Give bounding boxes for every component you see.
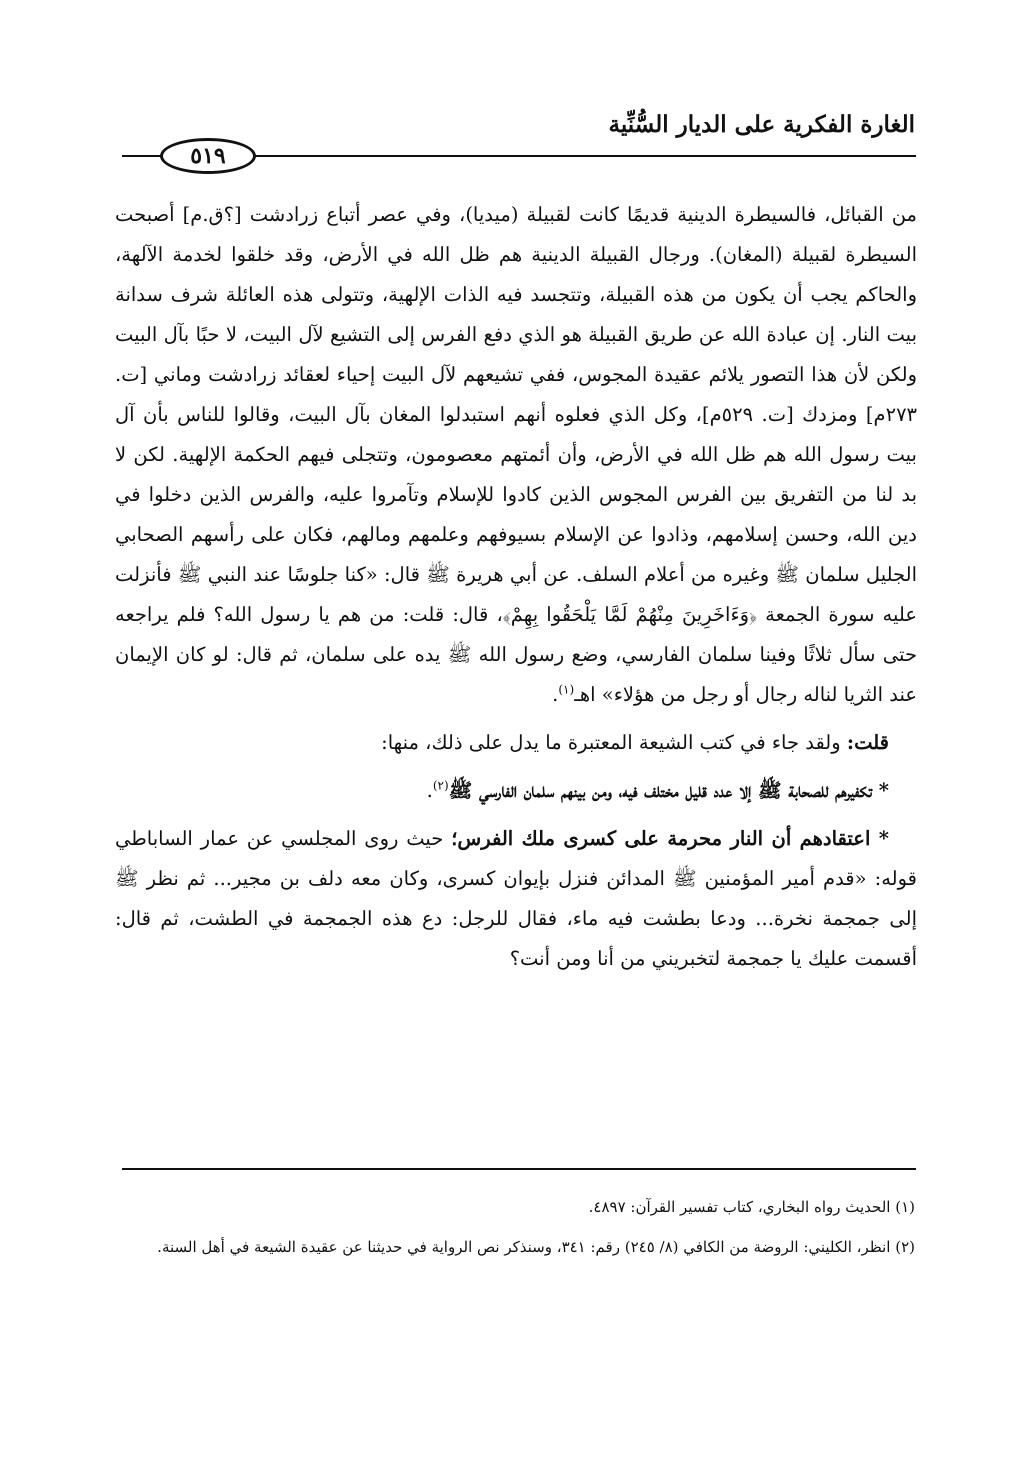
paragraph-takfir-text: * تكفيرهم للصحابة ﷺ إلا عدد قليل مختلف فيه، ومن بينهم سلمان الفارسي ﷺ [448,779,889,802]
paragraph-kisra [115,819,917,979]
footnote-ref-1: (١) [558,682,575,697]
footnotes [117,1192,915,1272]
paragraph-main-text: من القبائل، فالسيطرة الدينية قديمًا كانت لقبيلة (ميديا)، وفي عصر أتباع زرادشت [؟ق.م] أصبحت السيطرة لقبيلة (المغان). ورجال القبيلة الدينية هم ظل الله في الأرض، وقد خلقوا لخدمة الآلهة، والحاكم يجب أن يكون من هذه القبيلة، وتتجسد فيه الذات الإلهية، وتتولى هذه العائلة شرف سدانة بيت النار. إن عبادة الله عن طريق القبيلة هو الذي دفع الفرس إلى التشيع لآل البيت، لا حبًا بآل البيت ولكن لأن هذا التصور يلائم عقيدة المجوس، ففي تشيعهم لآل البيت إحياء لعقائد زرادشت وماني [ت. ٢٧٣م] ومزدك [ت. ٥٢٩م]، وكل الذي فعلوه أنهم استبدلوا المغان بآل البيت، وقالوا للناس بأن آل بيت رسول الله هم ظل الله في الأرض، وأن أئمتهم معصومون، وتتجلى فيهم الحكمة الإلهية. لكن لا بد لنا من التفريق بين الفرس المجوس الذين كادوا للإسلام وتآمروا عليه، والفرس الذين دخلوا في دين الله، وحسن إسلامهم، وذادوا عن الإسلام بسيوفهم وعلمهم ومالهم، فكان على رأسهم الصحابي الجليل سلمان ﷺ وغيره من أعلام السلف. عن أبي هريرة ﷺ قال: «كنا جلوسًا عند النبي ﷺ فأنزلت عليه سورة الجمعة ﴿وَءَاخَرِينَ مِنْهُمْ لَمَّا يَلْحَقُوا بِهِمْ﴾، قال: قلت: من هم يا رسول الله؟ فلم يراجعه حتى سأل ثلاثًا وفينا سلمان الفارسي، وضع رسول الله ﷺ يده على سلمان، ثم قال: لو كان الإيمان عند الثريا لناله رجال أو رجل من هؤلاء» اهـ [115,203,918,706]
footnote-rule [122,1168,916,1170]
paragraph-note-lead: قلت: [846,731,889,754]
footnote-1: (١) الحديث رواه البخاري، كتاب تفسير القرآن: ٤٨٩٧. [588,1198,915,1216]
paragraph-kisra-text: حيث روى المجلسي عن عمار الساباطي قوله: «قدم أمير المؤمنين ﷺ المدائن فنزل بإيوان كسرى، وكان معه دلف بن مجير... ثم نظر ﷺ إلى جمجمة نخرة... ودعا بطشت فيه ماء، فقال للرجل: دع هذه الجمجمة في الطشت، ثم قال: أقسمت عليك يا جمجمة لتخبريني من أنا ومن أنت؟ [115,827,917,970]
footnote-ref-2: (٢) [432,778,449,793]
running-header-title: الغارة الفكرية على الديار السُّنِّية [608,111,915,138]
footnote-2: (٢) انظر، الكليني: الروضة من الكافي (٨/ ٢٤٥) رقم: ٣٤١، وسنذكر نص الرواية في حديثنا عن عقيدة الشيعة في أهل السنة. [157,1238,915,1256]
paragraph-main: من القبائل، فالسيطرة الدينية قديمًا كانت لقبيلة (ميديا)، وفي عصر أتباع زرادشت [؟ق.م] أصبحت السيطرة لقبيلة (المغان). ورجال القبيلة الدينية هم ظل الله في الأرض، وقد خلقوا لخدمة الآلهة، والحاكم يجب أن يكون من هذه القبيلة، وتتجسد فيه الذات الإلهية، وتتولى هذه العائلة شرف سدانة بيت النار. إن عبادة الله عن طريق القبيلة هو الذي دفع الفرس إلى التشيع لآل البيت، لا حبًا بآل البيت ولكن لأن هذا التصور يلائم عقيدة المجوس، ففي تشيعهم لآل البيت إحياء لعقائد زرادشت وماني [ت. ٢٧٣م] ومزدك [ت. ٥٢٩م]، وكل الذي فعلوه أنهم استبدلوا المغان بآل البيت، وقالوا للناس بأن آل بيت رسول الله هم ظل الله في الأرض، وأن أئمتهم معصومون، وتتجلى فيهم الحكمة الإلهية. لكن لا بد لنا من التفريق بين الفرس المجوس الذين كادوا للإسلام وتآمروا عليه، والفرس الذين دخلوا في دين الله، وحسن إسلامهم، وذادوا عن الإسلام بسيوفهم وعلمهم ومالهم، فكان على رأسهم الصحابي الجليل سلمان ﷺ وغيره من أعلام السلف. عن أبي هريرة ﷺ قال: «كنا جلوسًا عند النبي ﷺ فأنزلت عليه سورة الجمعة ﴿وَءَاخَرِينَ مِنْهُمْ لَمَّا يَلْحَقُوا بِهِمْ﴾، قال: قلت: من هم يا رسول الله؟ فلم يراجعه حتى سأل ثلاثًا وفينا سلمان الفارسي، وضع رسول الله ﷺ يده على سلمان، ثم قال: لو كان الإيمان عند الثريا لناله رجال أو رجل من هؤلاء» اهـ$^{(١)}$. [115,203,918,706]
paragraph-kisra-lead: * اعتقادهم أن النار محرمة على كسرى ملك الفرس؛ [451,827,889,850]
paragraph-takfir: * تكفيرهم للصحابة ﷺ إلا عدد قليل مختلف فيه، ومن بينهم سلمان الفارسي ﷺ$^{(٢)}$. [426,778,889,802]
body-text [115,195,917,979]
paragraph-note-text: ولقد جاء في كتب الشيعة المعتبرة ما يدل على ذلك، منها: [381,731,841,754]
page-number: ٥١٩ [160,138,256,174]
paragraph-note [115,723,917,763]
